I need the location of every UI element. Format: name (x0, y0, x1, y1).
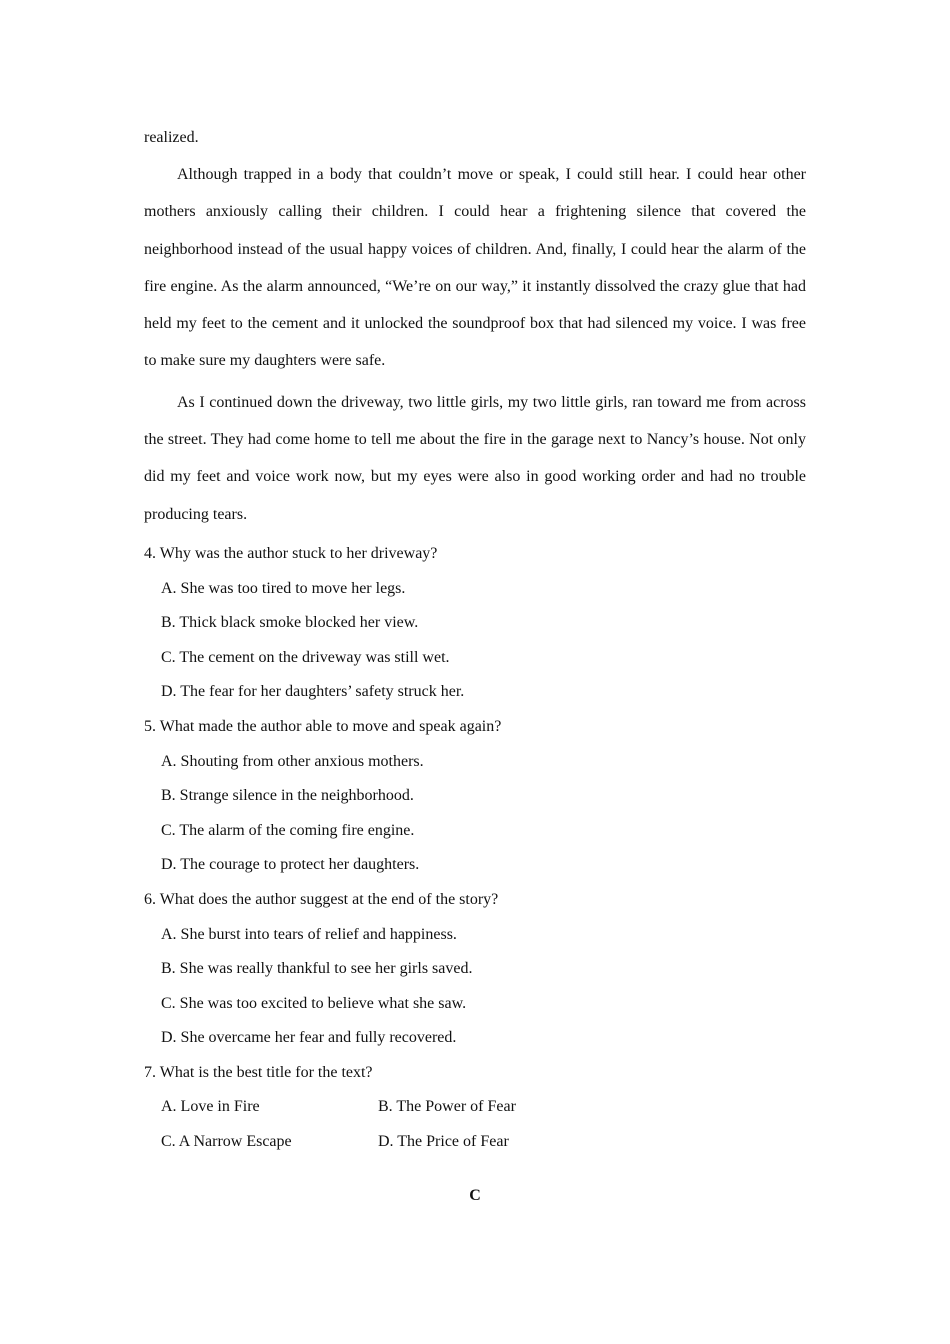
question-stem: 7. What is the best title for the text? (144, 1063, 373, 1081)
passage-paragraph: Although trapped in a body that couldn’t move or speak, I could still hear. I could hear other mothers anxiously calling their children. I could hear a frightening silence that covered the neighborhood instead of the usual happy voices of children. And, finally, I could hear the alarm of the fire engine. As the alarm announced, “We’re on our way,” it instantly dissolved the crazy glue that had held my feet to the cement and it unlocked the soundproof box that had silenced my voice. I was free to make sure my daughters were safe. (144, 166, 806, 370)
passage-continuation: realized. (144, 129, 199, 146)
answer-option: D. She overcame her fear and fully recovered. (161, 1029, 457, 1047)
answer-option: B. Thick black smoke blocked her view. (161, 614, 419, 632)
passage-paragraph: As I continued down the driveway, two little girls, my two little girls, ran toward me from across the street. They had come home to tell me about the fire in the garage next to Nancy’s house. Not only did my feet and voice work now, but my eyes were also in good working order and had no trouble producing tears. (144, 393, 806, 523)
answer-option: A. Shouting from other anxious mothers. (161, 752, 424, 770)
answer-option: C. A Narrow Escape (161, 1133, 292, 1151)
answer-option: C. The alarm of the coming fire engine. (161, 821, 415, 839)
answer-option: D. The fear for her daughters’ safety struck her. (161, 683, 465, 701)
answer-option: B. She was really thankful to see her girls saved. (161, 960, 473, 978)
answer-option: D. The Price of Fear (378, 1133, 509, 1151)
answer-option: C. She was too excited to believe what she saw. (161, 994, 467, 1012)
answer-option-row (144, 1125, 806, 1160)
question-stem: 6. What does the author suggest at the end of the story? (144, 890, 499, 908)
answer-option: A. She burst into tears of relief and happiness. (161, 925, 457, 943)
section-heading: C (469, 1187, 481, 1204)
question-stem: 4. Why was the author stuck to her driveway? (144, 544, 438, 562)
document-page (144, 126, 806, 1160)
answer-option: A. Love in Fire (161, 1098, 260, 1116)
answer-option: C. The cement on the driveway was still wet. (161, 648, 450, 666)
answer-option: B. The Power of Fear (378, 1098, 516, 1116)
question-5 (144, 710, 806, 883)
question-stem: 5. What made the author able to move and speak again? (144, 717, 502, 735)
answer-option: D. The courage to protect her daughters. (161, 856, 420, 874)
question-7 (144, 1056, 806, 1160)
answer-option: A. She was too tired to move her legs. (161, 579, 406, 597)
question-6 (144, 883, 806, 1056)
answer-option-row (144, 1090, 806, 1125)
question-4 (144, 537, 806, 710)
answer-option: B. Strange silence in the neighborhood. (161, 787, 414, 805)
